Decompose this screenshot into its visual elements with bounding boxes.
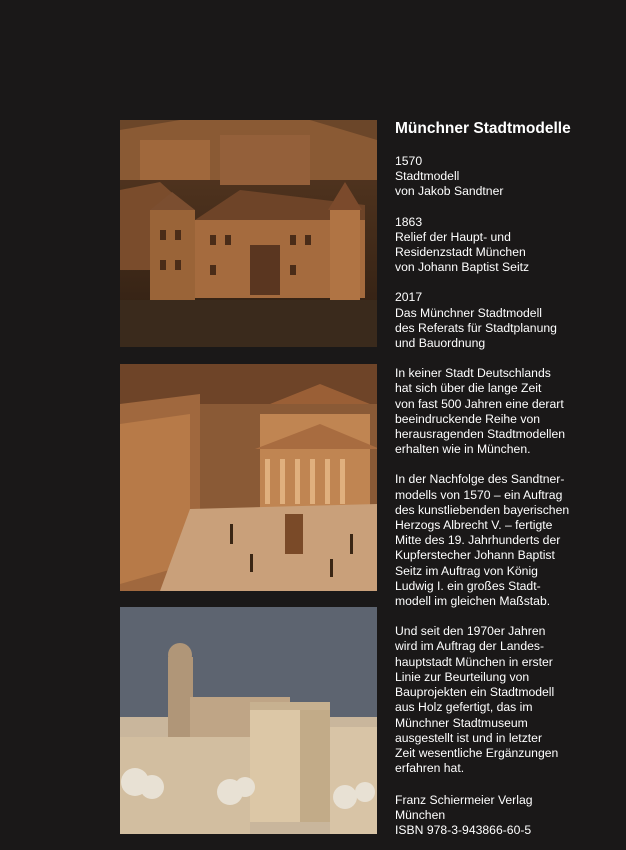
paragraph-modern — [395, 624, 617, 776]
entry-year: 1570 — [395, 154, 423, 168]
publisher-name: Franz Schiermeier Verlag — [395, 793, 533, 807]
entry-line: und Bauordnung — [395, 336, 486, 351]
paragraph-line: Ludwig I. ein großes Stadt- — [395, 578, 541, 593]
entry-line: Stadtmodell — [395, 169, 460, 184]
paragraph-line: Zeit wesentliche Ergänzungen — [395, 745, 559, 760]
paragraph-line: aus Holz gefertigt, das im — [395, 700, 533, 715]
entry-line: von Jakob Sandtner — [395, 184, 504, 199]
paragraph-line: beeindruckende Reihe von — [395, 411, 541, 426]
paragraph-line: In der Nachfolge des Sandtner- — [395, 472, 565, 487]
entry-line: Residenzstadt München — [395, 245, 526, 260]
entry-2017 — [395, 290, 617, 351]
paragraph-line: In keiner Stadt Deutschlands — [395, 366, 551, 381]
paragraph-line: erhalten wie in München. — [395, 442, 531, 457]
entry-line: von Johann Baptist Seitz — [395, 260, 530, 275]
entry-year: 2017 — [395, 290, 423, 305]
paragraph-line: modell im gleichen Maßstab. — [395, 594, 551, 609]
paragraph-line: Herzogs Albrecht V. – fertigte — [395, 518, 553, 533]
paragraph-line: ausgestellt ist und in letzter — [395, 730, 543, 745]
paragraph-line: des kunstliebenden bayerischen — [395, 502, 570, 517]
paragraph-line: hauptstadt München in erster — [395, 654, 553, 669]
publisher-city: München — [395, 808, 446, 823]
paragraph-line: herausragenden Stadtmodellen — [395, 427, 566, 442]
paragraph-line: von fast 500 Jahren eine derart — [395, 396, 564, 411]
entry-1863 — [395, 215, 617, 276]
paragraph-line: Bauprojekten ein Stadtmodell — [395, 685, 555, 700]
paragraph-intro — [395, 366, 617, 457]
entry-line: des Referats für Stadtplanung — [395, 320, 557, 335]
paragraph-line: Linie zur Beurteilung von — [395, 669, 530, 684]
paragraph-line: modells von 1570 – ein Auftrag — [395, 487, 563, 502]
entry-year: 1863 — [395, 214, 423, 229]
paragraph-line: Münchner Stadtmuseum — [395, 715, 528, 730]
paragraph-line: wird im Auftrag der Landes- — [395, 639, 545, 654]
paragraph-line: Mitte des 19. Jahrhunderts der — [395, 533, 561, 548]
page-title: Münchner Stadtmodelle — [395, 120, 571, 137]
entry-line: Relief der Haupt- und — [395, 229, 511, 244]
entry-1570 — [395, 154, 617, 200]
entry-line: Das Münchner Stadtmodell — [395, 305, 542, 320]
photo-sandtner-model — [120, 120, 377, 347]
photo-seitz-relief — [120, 364, 377, 591]
paragraph-line: erfahren hat. — [395, 761, 465, 776]
photo-modern-model — [120, 607, 377, 834]
paragraph-line: Seitz im Auftrag von König — [395, 563, 538, 578]
text-column — [395, 119, 617, 791]
paragraph-line: Und seit den 1970er Jahren — [395, 624, 546, 639]
paragraph-line: Kupferstecher Johann Baptist — [395, 548, 555, 563]
paragraph-seitz — [395, 472, 617, 609]
paragraph-line: hat sich über die lange Zeit — [395, 381, 542, 396]
isbn: ISBN 978-3-943866-60-5 — [395, 823, 532, 838]
publisher-info — [395, 793, 533, 839]
